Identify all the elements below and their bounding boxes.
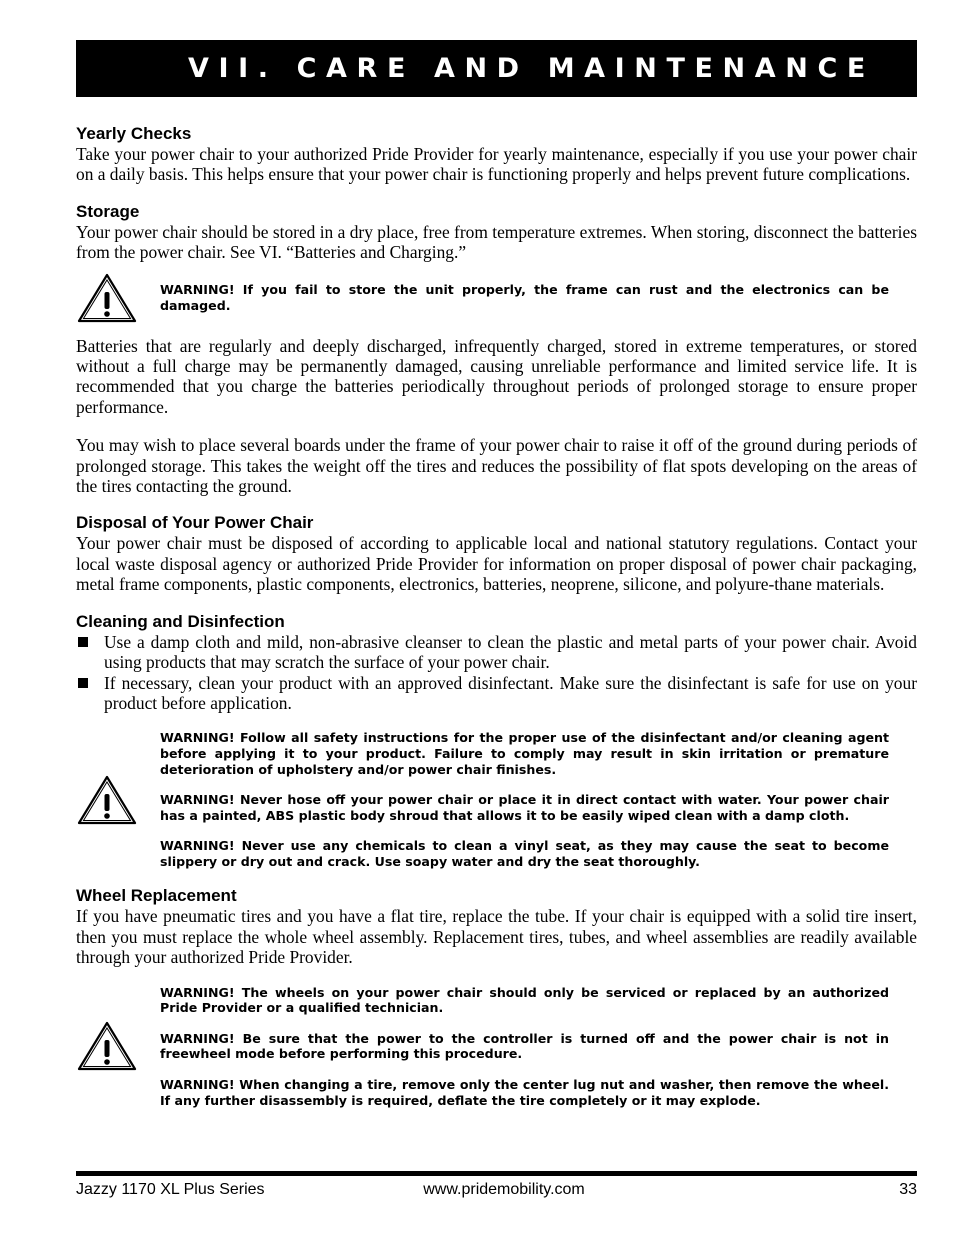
wheel-replacement-body: If you have pneumatic tires and you have a flat tire, replace the tube. If your chair is equipped with a solid tire insert, then you must replace the whole wheel assembly. Replacement tires, tubes, and wheel assemblies are readily available through your authorized Pride Provider.: [76, 906, 917, 968]
storage-warning-block: [76, 272, 917, 324]
wheel-warning-block: [76, 985, 917, 1109]
chapter-banner: VII. CARE AND MAINTENANCE: [76, 40, 917, 97]
footer-divider: [76, 1171, 917, 1176]
warning-triangle-icon: [76, 774, 160, 826]
footer-page-number: 33: [899, 1181, 917, 1198]
storage-warning-text: WARNING! If you fail to store the unit properly, the frame can rust and the electronics can be damaged.: [160, 282, 889, 313]
disposal-body: Your power chair must be disposed of according to applicable local and national statutory regulations. Contact your local waste disposal agency or authorized Pride Provider for information on proper disposal of power chair packaging, metal frame components, plastic components, electronics, batteries, neoprene, silicone, and polyure-thane materials.: [76, 533, 917, 595]
wheel-warning-tire: WARNING! When changing a tire, remove only the center lug nut and washer, then remove the wheel. If any further disassembly is required, deflate the tire completely or it may explode.: [160, 1077, 889, 1108]
footer-website: www.pridemobility.com: [423, 1181, 585, 1198]
list-item: If necessary, clean your product with an approved disinfectant. Make sure the disinfectant is safe for use on your product before application.: [76, 673, 917, 714]
storage-body: Your power chair should be stored in a dry place, free from temperature extremes. When storing, disconnect the batteries from the power chair. See VI. “Batteries and Charging.”: [76, 221, 917, 263]
page-footer: [76, 1181, 917, 1201]
cleaning-warning-disinfectant: WARNING! Follow all safety instructions for the proper use of the disinfectant and/or cleaning agent before applying it to your product. Failure to comply may result in skin irritation or premature deterioration of upholstery and/or power chair finishes.: [160, 730, 889, 777]
section-heading-yearly-checks: Yearly Checks: [76, 124, 192, 143]
cleaning-bullet-list: [76, 632, 917, 714]
manual-page: [76, 40, 917, 1108]
cleaning-warning-water: WARNING! Never hose off your power chair or place it in direct contact with water. Your power chair has a painted, ABS plastic body shroud that allows it to be easily wiped clean with a damp cloth.: [160, 792, 889, 823]
wheel-warning-service: WARNING! The wheels on your power chair should only be serviced or replaced by an authorized Pride Provider or a qualified technician.: [160, 984, 889, 1016]
cleaning-warning-block: [76, 730, 917, 869]
cleaning-warning-chemicals: WARNING! Never use any chemicals to clean a vinyl seat, as they may cause the seat to become slippery or dry out and crack. Use soapy water and dry the seat thoroughly.: [160, 838, 889, 869]
footer-product-name: Jazzy 1170 XL Plus Series: [76, 1181, 265, 1198]
wheel-warning-power: WARNING! Be sure that the power to the controller is turned off and the power chair is not in freewheel mode before performing this procedure.: [160, 1030, 889, 1062]
section-heading-storage: Storage: [76, 201, 140, 221]
section-heading-wheel-replacement: Wheel Replacement: [76, 886, 237, 906]
list-item: Use a damp cloth and mild, non-abrasive cleanser to clean the plastic and metal parts of your power chair. Avoid using products that may scratch the surface of your power chair.: [76, 632, 917, 673]
section-heading-cleaning: Cleaning and Disinfection: [76, 611, 285, 631]
square-bullet-icon: [78, 637, 88, 647]
storage-boards-paragraph: You may wish to place several boards under the frame of your power chair to raise it off of the ground during periods of prolonged storage. This takes the weight off the tires and reduces the possibility of flat spots developing on the areas of the tires contacting the ground.: [76, 435, 917, 497]
yearly-checks-body: Take your power chair to your authorized Pride Provider for yearly maintenance, especially if you use your power chair on a daily basis. This helps ensure that your power chair is functioning properly and helps prevent future complications.: [76, 144, 917, 185]
warning-triangle-icon: [76, 272, 160, 324]
section-heading-disposal: Disposal of Your Power Chair: [76, 513, 314, 533]
storage-batteries-paragraph: Batteries that are regularly and deeply discharged, infrequently charged, stored in extreme temperatures, or stored without a full charge may be permanently damaged, causing unreliable performance and limited service life. It is recommended that you charge the batteries periodically throughout periods of prolonged storage to ensure proper performance.: [76, 335, 917, 417]
warning-triangle-icon: [76, 1020, 160, 1072]
square-bullet-icon: [78, 678, 88, 688]
